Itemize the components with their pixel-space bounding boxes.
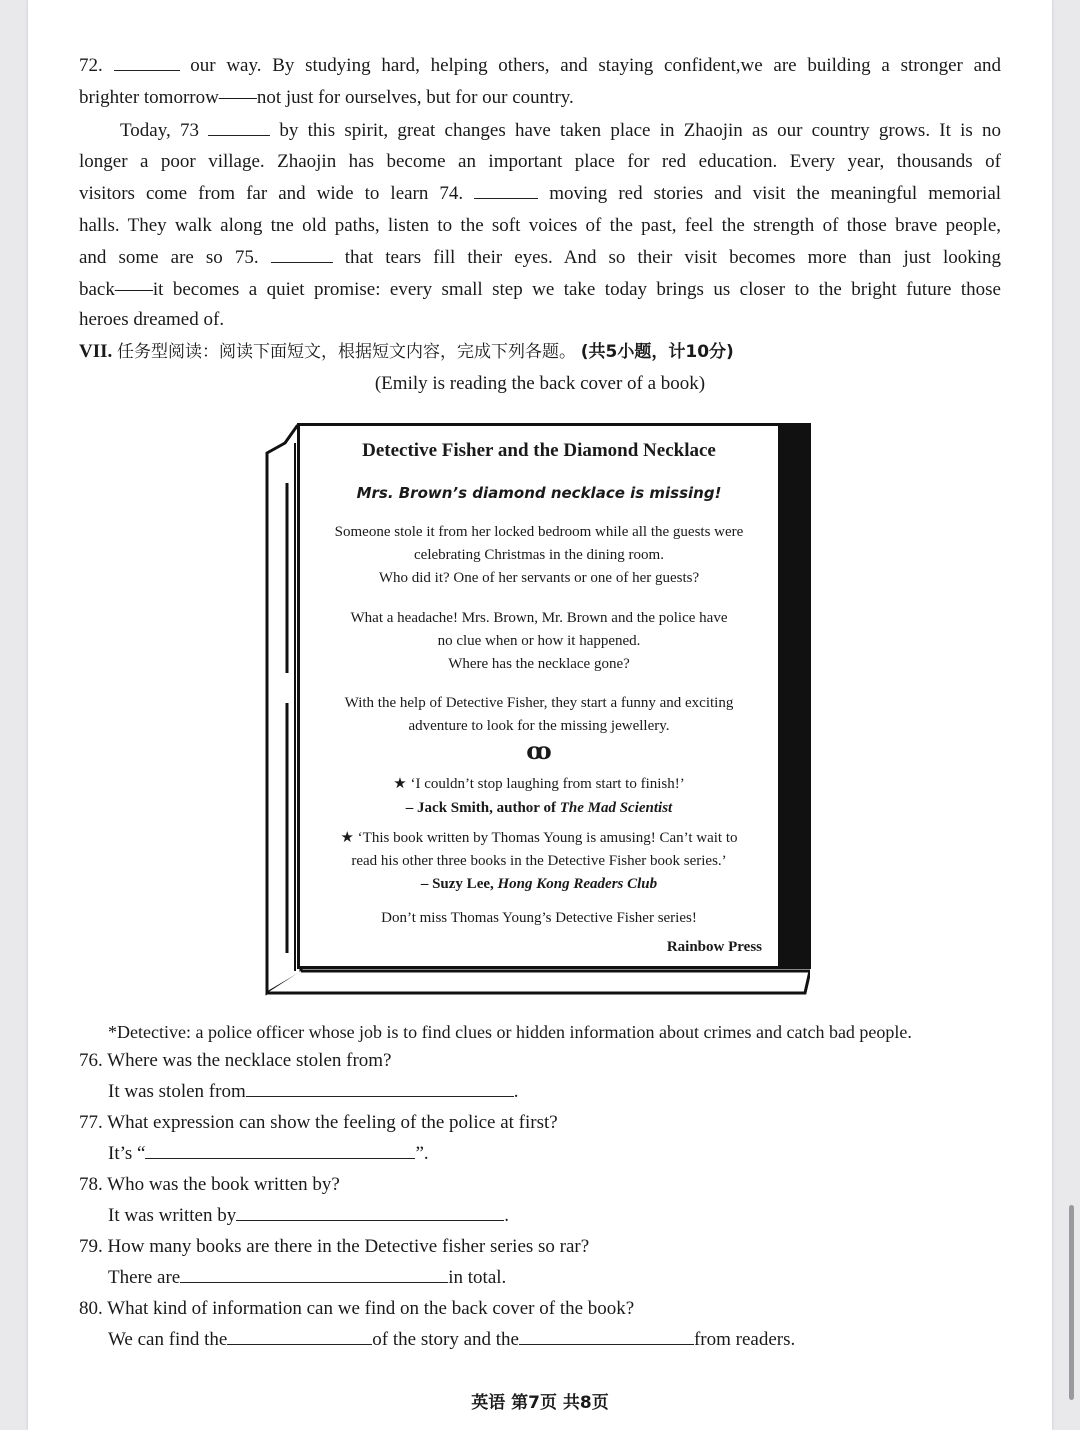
answer-78: It was written by . (108, 1205, 509, 1226)
passage-line: back——it becomes a quiet promise: every small step we take today brings us closer to the bright future those (79, 279, 1001, 300)
blurb-line: no clue when or how it happened. (437, 633, 641, 649)
passage-line: longer a poor village. Zhaojin has become an important place for red education. Every year, thousands of (79, 151, 1001, 172)
passage-line: brighter tomorrow——not just for ourselves, but for our country. (79, 87, 574, 108)
book-subtitle: Mrs. Brown’s diamond necklace is missing! (356, 484, 722, 502)
answer-blank[interactable] (246, 1080, 514, 1097)
review-quote: ★ ‘This book written by Thomas Young is amusing! Can’t wait to (340, 830, 738, 846)
answer-blank[interactable] (271, 246, 333, 263)
review-quote: read his other three books in the Detective Fisher book series.’ (351, 853, 727, 869)
section-heading: VII. 任务型阅读：阅读下面短文，根据短文内容，完成下列各题。 (共5小题，计10分) (79, 341, 734, 362)
answer-blank[interactable] (519, 1328, 694, 1345)
answer-blank[interactable] (114, 54, 180, 71)
question-77: 77. What expression can show the feeling of the police at first? (79, 1112, 558, 1133)
page-footer: 英语 第7页 共8页 (471, 1393, 609, 1413)
answer-blank[interactable] (474, 182, 538, 199)
passage-line: heroes dreamed of. (79, 309, 225, 330)
publisher: Rainbow Press (666, 939, 762, 955)
book-title: Detective Fisher and the Diamond Necklace (362, 440, 716, 461)
passage-line: halls. They walk along tne old paths, listen to the soft voices of the past, feel the strength of those brave people, (79, 215, 1001, 236)
ornament-icon: ꝏ (526, 739, 552, 765)
blurb-line: adventure to look for the missing jewellery. (408, 718, 670, 734)
book-promo: Don’t miss Thomas Young’s Detective Fisher series! (381, 910, 697, 926)
blurb-line: Where has the necklace gone? (448, 656, 630, 672)
question-80: 80. What kind of information can we find on the back cover of the book? (79, 1298, 635, 1319)
answer-80: We can find the of the story and the from readers. (108, 1329, 796, 1350)
footnote: *Detective: a police officer whose job is to find clues or hidden information about crimes and catch bad people. (108, 1022, 912, 1042)
answer-blank[interactable] (208, 119, 270, 136)
review-author: – Suzy Lee, Hong Kong Readers Club (420, 876, 658, 892)
scrollbar[interactable] (1069, 1205, 1074, 1400)
question-79: 79. How many books are there in the Detective fisher series so rar? (79, 1236, 590, 1257)
book-spine (781, 423, 811, 969)
passage-line: and some are so 75. that tears fill their eyes. And so their visit becomes more than just looking (79, 247, 1002, 268)
passage-line: 72. our way. By studying hard, helping others, and staying confident,we are building a stronger and (79, 55, 1002, 76)
review-author: – Jack Smith, author of The Mad Scientist (405, 800, 673, 816)
answer-79: There are in total. (108, 1267, 507, 1288)
blurb-line: With the help of Detective Fisher, they start a funny and exciting (344, 695, 734, 711)
question-76: 76. Where was the necklace stolen from? (79, 1050, 392, 1071)
passage-line: visitors come from far and wide to learn 74. moving red stories and visit the meaningful memorial (79, 183, 1002, 204)
review-quote: ★ ‘I couldn’t stop laughing from start to finish!’ (393, 776, 685, 792)
passage-line: Today, 73 by this spirit, great changes have taken place in Zhaojin as our country grows. It is no (120, 120, 1002, 141)
answer-76: It was stolen from . (108, 1081, 519, 1102)
answer-blank[interactable] (180, 1266, 448, 1283)
answer-blank[interactable] (236, 1204, 504, 1221)
context-note: (Emily is reading the back cover of a book) (374, 373, 706, 394)
blurb-line: Someone stole it from her locked bedroom while all the guests were (334, 524, 744, 540)
question-78: 78. Who was the book written by? (79, 1174, 340, 1195)
answer-blank[interactable] (227, 1328, 372, 1345)
blurb-line: celebrating Christmas in the dining room. (414, 547, 664, 563)
blurb-line: What a headache! Mrs. Brown, Mr. Brown and the police have (350, 610, 728, 626)
answer-77: It’s “ ”. (108, 1143, 429, 1164)
blurb-line: Who did it? One of her servants or one of her guests? (378, 570, 700, 586)
answer-blank[interactable] (145, 1142, 415, 1159)
